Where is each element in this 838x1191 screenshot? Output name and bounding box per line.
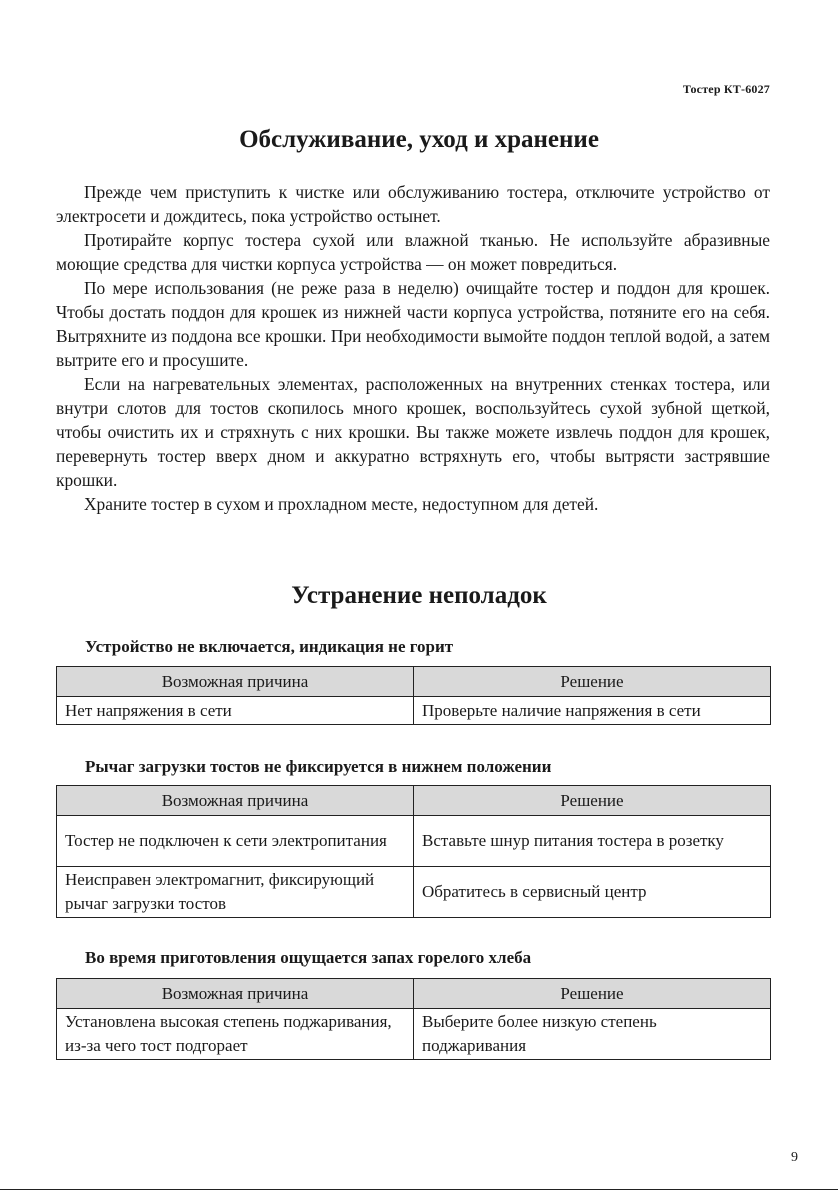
table-row (57, 1009, 771, 1060)
problem-heading: Устройство не включается, индикация не горит (85, 637, 454, 656)
troubleshooting-table (56, 978, 771, 1060)
troubleshooting-table (56, 666, 771, 725)
solution-cell: Обратитесь в сервисный центр (414, 867, 771, 918)
column-header-solution: Решение (414, 667, 771, 697)
column-header-cause: Возможная причина (57, 667, 414, 697)
column-header-solution: Решение (414, 786, 771, 816)
maintenance-body (56, 180, 770, 516)
troubleshooting-title: Устранение неполадок (291, 582, 547, 609)
paragraph: Протирайте корпус тостера сухой или влажной тканью. Не используйте абразивные моющие средства для чистки корпуса устройства — он может повредиться. (56, 230, 770, 274)
paragraph: Прежде чем приступить к чистке или обслуживанию тостера, отключите устройство от электросети и дождитесь, пока устройство остынет. (56, 182, 770, 226)
cause-cell: Тостер не подключен к сети электропитания (57, 816, 414, 867)
bottom-rule (0, 1189, 838, 1190)
page-number: 9 (791, 1150, 798, 1165)
table-row (57, 867, 771, 918)
running-header: Тостер КТ-6027 (682, 82, 770, 96)
paragraph: Если на нагревательных элементах, расположенных на внутренних стенках тостера, или внутри слотов для тостов скопилось много крошек, воспользуйтесь сухой зубной щеткой, чтобы очистить их и стряхнуть с них крошки. Вы также можете извлечь поддон для крошек, перевернуть тостер вверх дном и аккуратно встряхнуть его, чтобы вытрясти застрявшие крошки. (56, 374, 770, 490)
cause-cell: Нет напряжения в сети (57, 697, 414, 725)
troubleshooting-table (56, 785, 771, 918)
table-row (57, 816, 771, 867)
cause-cell: Неисправен электромагнит, фиксирующий рычаг загрузки тостов (57, 867, 414, 918)
solution-cell: Проверьте наличие напряжения в сети (414, 697, 771, 725)
solution-cell: Выберите более низкую степень поджаривания (414, 1009, 771, 1060)
maintenance-title: Обслуживание, уход и хранение (239, 126, 599, 153)
column-header-solution: Решение (414, 979, 771, 1009)
paragraph: По мере использования (не реже раза в неделю) очищайте тостер и поддон для крошек. Чтобы достать поддон для крошек из нижней части корпуса устройства, потяните его на себя. Вытряхните из поддона все крошки. При необходимости вымойте поддон теплой водой, а затем вытрите его и просушите. (56, 278, 770, 370)
column-header-cause: Возможная причина (57, 786, 414, 816)
paragraph: Храните тостер в сухом и прохладном месте, недоступном для детей. (84, 494, 599, 514)
table-row (57, 697, 771, 725)
cause-cell: Установлена высокая степень поджаривания, из-за чего тост подгорает (57, 1009, 414, 1060)
column-header-cause: Возможная причина (57, 979, 414, 1009)
problem-heading: Рычаг загрузки тостов не фиксируется в нижнем положении (85, 757, 552, 776)
problem-heading: Во время приготовления ощущается запах горелого хлеба (85, 948, 532, 967)
solution-cell: Вставьте шнур питания тостера в розетку (414, 816, 771, 867)
